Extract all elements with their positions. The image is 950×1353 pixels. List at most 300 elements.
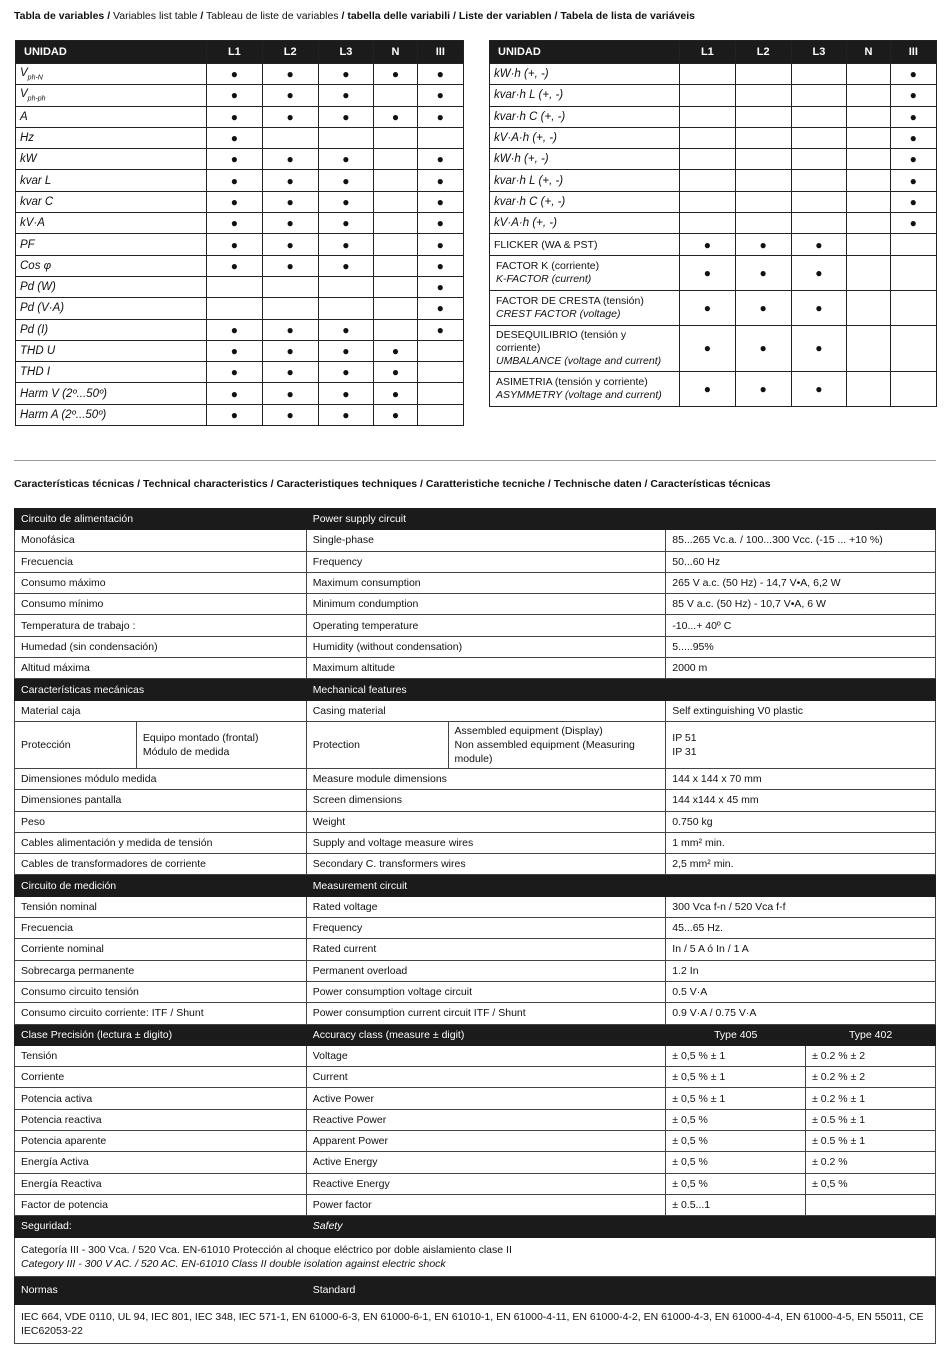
variable-symbol: Harm V (2º...50º) [20, 387, 108, 400]
table-row [15, 594, 936, 615]
availability-mark [735, 127, 791, 148]
header-n: N [374, 41, 417, 64]
table-row [490, 149, 937, 170]
availability-mark [374, 276, 417, 297]
value: 50...60 Hz [666, 551, 936, 572]
availability-mark: ● [890, 170, 936, 191]
availability-mark: ● [791, 371, 847, 406]
label-en: Power consumption voltage circuit [306, 981, 666, 1002]
variable-name [16, 213, 207, 234]
variable-symbol: kV·A·h (+, -) [494, 217, 557, 230]
label-en: Operating temperature [306, 615, 666, 636]
variable-name [490, 234, 680, 255]
availability-mark: ● [207, 213, 263, 234]
section-title-en: Accuracy class (measure ± digit) [306, 1024, 666, 1045]
availability-mark [735, 213, 791, 234]
label-en: Reactive Power [306, 1109, 666, 1130]
label-es-detail [136, 721, 306, 768]
variable-name [490, 127, 680, 148]
table-row [16, 276, 464, 297]
availability-mark [890, 234, 936, 255]
table-row [15, 530, 936, 551]
table-row [15, 790, 936, 811]
availability-mark: ● [417, 213, 463, 234]
availability-mark: ● [262, 340, 318, 361]
availability-mark: ● [262, 362, 318, 383]
table-row [15, 1237, 936, 1276]
availability-mark: ● [207, 383, 263, 404]
label-en: Protection [306, 721, 448, 768]
label-es: Monofásica [15, 530, 307, 551]
availability-mark [847, 371, 890, 406]
value-type-402: ± 0.2 % ± 2 [806, 1067, 936, 1088]
variable-symbol: kvar·h C (+, -) [494, 110, 566, 123]
availability-mark: ● [318, 213, 374, 234]
tech-heading-es: Características técnicas [14, 478, 135, 490]
availability-mark: ● [262, 191, 318, 212]
label-es: Potencia aparente [15, 1131, 307, 1152]
table-row [15, 1152, 936, 1173]
variable-name [490, 371, 680, 406]
availability-mark: ● [318, 149, 374, 170]
value: 2,5 mm² min. [666, 854, 936, 875]
availability-mark: ● [735, 325, 791, 371]
value-type-405: ± 0,5 % [666, 1131, 806, 1152]
table-row [16, 85, 464, 106]
table-row [490, 85, 937, 106]
availability-mark [735, 85, 791, 106]
variable-name [16, 106, 207, 127]
availability-mark [847, 127, 890, 148]
label-es: Consumo máximo [15, 572, 307, 593]
variable-symbol: Hz [20, 132, 35, 145]
table-row [15, 1067, 936, 1088]
heading-it: tabella delle variabili [347, 10, 451, 22]
availability-mark: ● [374, 404, 417, 425]
availability-mark [417, 362, 463, 383]
table-row [15, 1088, 936, 1109]
value-type-405: ± 0,5 % [666, 1152, 806, 1173]
availability-mark [374, 298, 417, 319]
table-row [16, 340, 464, 361]
header-n: N [847, 41, 890, 64]
availability-mark: ● [791, 255, 847, 290]
label-es: Corriente [15, 1067, 307, 1088]
value: 85...265 Vc.a. / 100...300 Vcc. (-15 ... +10 %) [666, 530, 936, 551]
availability-mark [890, 325, 936, 371]
label-es: Material caja [15, 700, 307, 721]
availability-mark [680, 64, 736, 85]
section-header-row [15, 1024, 936, 1045]
table-row [16, 191, 464, 212]
table-row [15, 721, 936, 768]
variable-symbol: Pd (W) [20, 281, 56, 294]
variable-subscript: ph-ph [27, 95, 46, 103]
availability-mark: ● [318, 340, 374, 361]
variables-table-left [15, 40, 464, 426]
table-row [15, 1109, 936, 1130]
table-row [490, 106, 937, 127]
label-en: Maximum altitude [306, 658, 666, 679]
table-row [16, 149, 464, 170]
header-unidad: UNIDAD [490, 41, 680, 64]
availability-mark [791, 149, 847, 170]
label-es: Potencia activa [15, 1088, 307, 1109]
availability-mark [791, 85, 847, 106]
table-row [490, 191, 937, 212]
availability-mark [374, 127, 417, 148]
table-row [15, 1304, 936, 1343]
availability-mark [262, 127, 318, 148]
availability-mark [735, 106, 791, 127]
availability-mark: ● [374, 383, 417, 404]
label-en: Measure module dimensions [306, 768, 666, 789]
availability-mark: ● [207, 340, 263, 361]
section-header-row [15, 1216, 936, 1237]
heading-fr: Tableau de liste de variables [206, 10, 339, 22]
safety-text [15, 1237, 936, 1276]
availability-mark: ● [207, 170, 263, 191]
label-en: Single-phase [306, 530, 666, 551]
availability-mark: ● [374, 64, 417, 85]
section-value-header [666, 509, 936, 530]
table-row [490, 371, 937, 406]
table-row [490, 170, 937, 191]
availability-mark: ● [262, 234, 318, 255]
label-es: Dimensiones pantalla [15, 790, 307, 811]
availability-mark [374, 319, 417, 340]
availability-mark: ● [417, 319, 463, 340]
table-row [15, 700, 936, 721]
availability-mark: ● [791, 290, 847, 325]
header-l1: L1 [680, 41, 736, 64]
availability-mark: ● [374, 362, 417, 383]
table-row [490, 255, 937, 290]
availability-mark: ● [207, 404, 263, 425]
variable-symbol: FLICKER (WA & PST) [494, 238, 598, 251]
section-title-es: Seguridad: [15, 1216, 307, 1237]
value-type-402 [806, 1194, 936, 1215]
table-header-row [16, 41, 464, 64]
tech-heading-fr: Caracteristiques techniques [276, 478, 418, 490]
availability-mark [791, 213, 847, 234]
label-es: Tensión nominal [15, 896, 307, 917]
availability-mark: ● [890, 149, 936, 170]
table-row [490, 290, 937, 325]
availability-mark [791, 191, 847, 212]
variable-name [16, 340, 207, 361]
table-row [15, 811, 936, 832]
availability-mark: ● [735, 234, 791, 255]
value-type-405: ± 0,5 % [666, 1173, 806, 1194]
variable-symbol: kV·A [20, 217, 45, 230]
availability-mark: ● [262, 85, 318, 106]
availability-mark [847, 191, 890, 212]
availability-mark [417, 127, 463, 148]
availability-mark [791, 170, 847, 191]
tech-heading-en: Technical characteristics [143, 478, 268, 490]
variable-name [490, 106, 680, 127]
section-title-es: Características mecánicas [15, 679, 307, 700]
table-row [16, 255, 464, 276]
availability-mark [417, 383, 463, 404]
section-header-row [15, 509, 936, 530]
variable-name [490, 191, 680, 212]
header-iii: III [417, 41, 463, 64]
variable-name-en: K-FACTOR (current) [496, 272, 592, 285]
variable-name [16, 255, 207, 276]
availability-mark [890, 255, 936, 290]
section-title-en: Mechanical features [306, 679, 666, 700]
value: 45...65 Hz. [666, 918, 936, 939]
availability-mark: ● [207, 319, 263, 340]
availability-mark: ● [318, 362, 374, 383]
table-row [16, 170, 464, 191]
availability-mark: ● [735, 371, 791, 406]
variables-heading: Tabla de variables / Variables list table / Tableau de liste de variables / tabella delle variabili / Liste der variablen / Tabela de lista de variáveis [14, 10, 696, 22]
availability-mark: ● [207, 106, 263, 127]
variable-name [16, 149, 207, 170]
availability-mark [735, 64, 791, 85]
variable-symbol: kW·h (+, -) [494, 153, 549, 166]
value: 300 Vca f-n / 520 Vca f-f [666, 896, 936, 917]
section-value-header [666, 679, 936, 700]
availability-mark: ● [318, 255, 374, 276]
table-row [15, 636, 936, 657]
availability-mark: ● [318, 170, 374, 191]
label-es: Energía Reactiva [15, 1173, 307, 1194]
table-row [15, 1003, 936, 1024]
header-unidad: UNIDAD [16, 41, 207, 64]
label-es: Dimensiones módulo medida [15, 768, 307, 789]
detail-line: Non assembled equipment (Measuring module) [454, 738, 635, 765]
value: 0.9 V·A / 0.75 V·A [666, 1003, 936, 1024]
availability-mark: ● [262, 213, 318, 234]
table-row [15, 918, 936, 939]
variable-symbol: kvar·h C (+, -) [494, 195, 566, 208]
label-en: Maximum consumption [306, 572, 666, 593]
availability-mark [847, 213, 890, 234]
availability-mark [847, 149, 890, 170]
availability-mark [680, 149, 736, 170]
header-l2: L2 [735, 41, 791, 64]
variable-name-en: ASYMMETRY (voltage and current) [496, 388, 662, 401]
availability-mark [374, 149, 417, 170]
label-en: Apparent Power [306, 1131, 666, 1152]
availability-mark: ● [417, 149, 463, 170]
availability-mark [791, 106, 847, 127]
label-en-detail [448, 721, 666, 768]
table-row [15, 1045, 936, 1066]
variable-symbol: kvar L [20, 174, 52, 187]
availability-mark: ● [262, 255, 318, 276]
availability-mark [847, 64, 890, 85]
availability-mark: ● [207, 191, 263, 212]
header-l3: L3 [791, 41, 847, 64]
availability-mark [374, 234, 417, 255]
availability-mark [680, 127, 736, 148]
variable-name [490, 170, 680, 191]
tech-heading-it: Caratteristiche tecniche [425, 478, 545, 490]
variable-name [16, 191, 207, 212]
availability-mark: ● [262, 383, 318, 404]
table-row [16, 383, 464, 404]
variable-symbol: V [20, 88, 28, 101]
availability-mark: ● [318, 383, 374, 404]
availability-mark [262, 276, 318, 297]
availability-mark [374, 170, 417, 191]
availability-mark: ● [207, 64, 263, 85]
value-type-405: ± 0,5 % ± 1 [666, 1088, 806, 1109]
value-type-402: ± 0,5 % [806, 1173, 936, 1194]
availability-mark: ● [890, 64, 936, 85]
variable-symbol: kW [20, 153, 37, 166]
availability-mark: ● [791, 234, 847, 255]
section-value-header [666, 875, 936, 896]
label-en: Screen dimensions [306, 790, 666, 811]
table-row [15, 551, 936, 572]
table-row [15, 981, 936, 1002]
technical-table [14, 508, 936, 1344]
availability-mark: ● [680, 325, 736, 371]
availability-mark [680, 213, 736, 234]
label-en: Supply and voltage measure wires [306, 832, 666, 853]
type-405-header: Type 405 [666, 1024, 806, 1045]
availability-mark [318, 276, 374, 297]
table-row [15, 1131, 936, 1152]
label-en: Voltage [306, 1045, 666, 1066]
section-title-en: Standard [306, 1276, 935, 1304]
label-es: Cables alimentación y medida de tensión [15, 832, 307, 853]
table-row [490, 234, 937, 255]
variable-name [490, 85, 680, 106]
label-en: Power consumption current circuit ITF / Shunt [306, 1003, 666, 1024]
availability-mark [680, 170, 736, 191]
availability-mark [417, 340, 463, 361]
availability-mark: ● [890, 106, 936, 127]
variable-subscript: ph-N [27, 74, 43, 82]
value: 1.2 In [666, 960, 936, 981]
availability-mark [680, 191, 736, 212]
value-line: IP 51 [672, 731, 697, 744]
table-row [490, 213, 937, 234]
availability-mark: ● [262, 404, 318, 425]
value: 85 V a.c. (50 Hz) - 10,7 V•A, 6 W [666, 594, 936, 615]
availability-mark: ● [207, 255, 263, 276]
availability-mark [890, 371, 936, 406]
availability-mark: ● [417, 170, 463, 191]
variable-symbol: kvar C [20, 195, 54, 208]
tech-heading-pt: Características técnicas [650, 478, 771, 490]
label-es: Humedad (sin condensación) [15, 636, 307, 657]
section-title-es: Clase Precisión (lectura ± digito) [15, 1024, 307, 1045]
table-row [15, 658, 936, 679]
label-en: Rated current [306, 939, 666, 960]
value-type-405: ± 0,5 % [666, 1109, 806, 1130]
section-header-row [15, 1276, 936, 1304]
value: 0.750 kg [666, 811, 936, 832]
availability-mark: ● [890, 213, 936, 234]
availability-mark [318, 298, 374, 319]
availability-mark: ● [262, 149, 318, 170]
value: 144 x 144 x 70 mm [666, 768, 936, 789]
table-row [15, 615, 936, 636]
availability-mark [847, 325, 890, 371]
table-row [490, 64, 937, 85]
section-title-es: Circuito de alimentación [15, 509, 307, 530]
variable-symbol: Pd (I) [20, 323, 49, 336]
variable-name [16, 276, 207, 297]
availability-mark: ● [318, 404, 374, 425]
table-row [16, 319, 464, 340]
variable-symbol: Harm A (2º...50º) [20, 408, 107, 421]
availability-mark [847, 255, 890, 290]
availability-mark [847, 234, 890, 255]
label-es: Peso [15, 811, 307, 832]
table-header-row [490, 41, 937, 64]
value-type-402: ± 0.2 % [806, 1152, 936, 1173]
table-row [16, 64, 464, 85]
availability-mark: ● [417, 276, 463, 297]
variable-name [16, 404, 207, 425]
availability-mark [847, 106, 890, 127]
availability-mark: ● [890, 85, 936, 106]
label-es: Cables de transformadores de corriente [15, 854, 307, 875]
availability-mark [847, 85, 890, 106]
label-en: Minimum condumption [306, 594, 666, 615]
label-en: Reactive Energy [306, 1173, 666, 1194]
variable-symbol: Cos φ [20, 259, 52, 272]
availability-mark: ● [374, 340, 417, 361]
label-en: Casing material [306, 700, 666, 721]
variable-name [490, 255, 680, 290]
label-es: Potencia reactiva [15, 1109, 307, 1130]
heading-pt: Tabela de lista de variáveis [560, 10, 696, 22]
availability-mark: ● [207, 127, 263, 148]
label-en: Frequency [306, 551, 666, 572]
availability-mark: ● [262, 106, 318, 127]
availability-mark: ● [890, 191, 936, 212]
variable-symbol: THD U [20, 345, 56, 357]
label-es: Consumo mínimo [15, 594, 307, 615]
availability-mark [262, 298, 318, 319]
variable-name [490, 325, 680, 371]
value-line: IP 31 [672, 745, 697, 758]
variable-name [490, 213, 680, 234]
variable-symbol: V [20, 67, 28, 79]
availability-mark: ● [417, 298, 463, 319]
availability-mark [374, 191, 417, 212]
availability-mark: ● [417, 64, 463, 85]
label-es: Consumo circuito corriente: ITF / Shunt [15, 1003, 307, 1024]
variable-symbol: kvar·h L (+, -) [494, 89, 564, 102]
availability-mark: ● [374, 106, 417, 127]
availability-mark: ● [680, 371, 736, 406]
value: Self extinguishing V0 plastic [666, 700, 936, 721]
variables-table-right [489, 40, 937, 407]
availability-mark: ● [318, 64, 374, 85]
variable-name [490, 149, 680, 170]
detail-line: Equipo montado (frontal) [142, 731, 259, 744]
section-title-en: Power supply circuit [306, 509, 666, 530]
variable-name [490, 290, 680, 325]
section-title-en: Measurement circuit [306, 875, 666, 896]
label-en: Active Power [306, 1088, 666, 1109]
label-en: Secondary C. transformers wires [306, 854, 666, 875]
label-es: Frecuencia [15, 551, 307, 572]
detail-line: Assembled equipment (Display) [454, 724, 603, 737]
value: 144 x144 x 45 mm [666, 790, 936, 811]
